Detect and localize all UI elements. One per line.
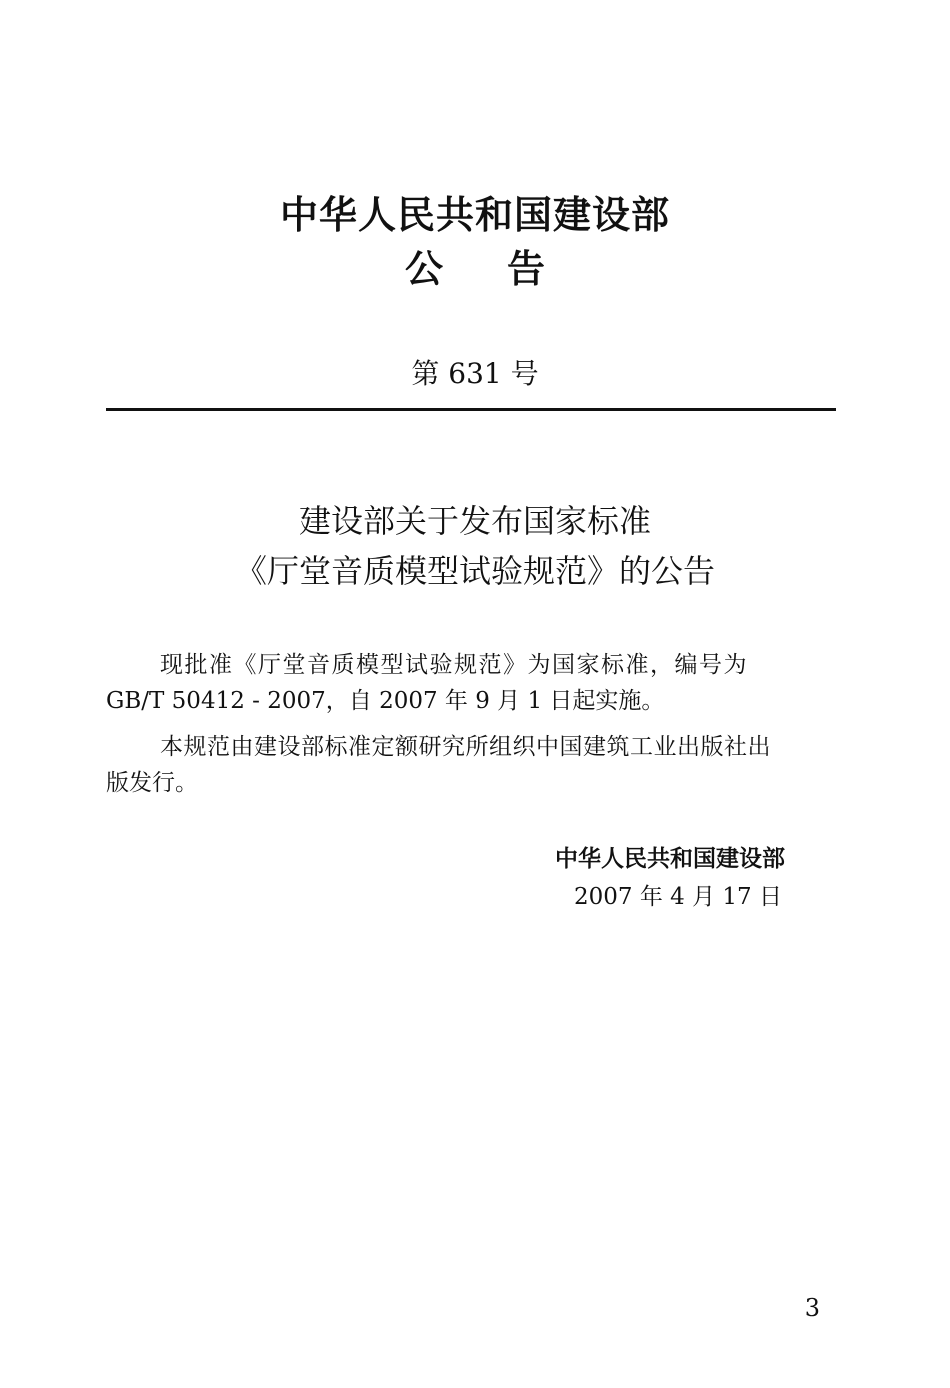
signature-date: 2007 年 4 月 17 日 — [574, 884, 782, 910]
paragraph-1-line-1: 现批准《厅堂音质模型试验规范》为国家标准，编号为 — [160, 652, 748, 678]
document-type-heading: 公告 — [404, 247, 609, 291]
signature-organization: 中华人民共和国建设部 — [555, 846, 785, 872]
paragraph-2-line-2: 版发行。 — [106, 770, 198, 796]
paragraph-2-line-1: 本规范由建设部标准定额研究所组织中国建筑工业出版社出 — [160, 734, 771, 760]
subject-title-line-1: 建设部关于发布国家标准 — [298, 502, 651, 540]
announcement-number: 第 631 号 — [411, 357, 539, 390]
subject-title-line-2: 《厅堂音质模型试验规范》的公告 — [234, 552, 715, 590]
ministry-heading: 中华人民共和国建设部 — [279, 193, 670, 237]
page-number: 3 — [804, 1294, 820, 1322]
paragraph-1-line-2: GB/T 50412 - 2007，自 2007 年 9 月 1 日起实施。 — [106, 688, 665, 714]
header-divider — [106, 408, 836, 411]
